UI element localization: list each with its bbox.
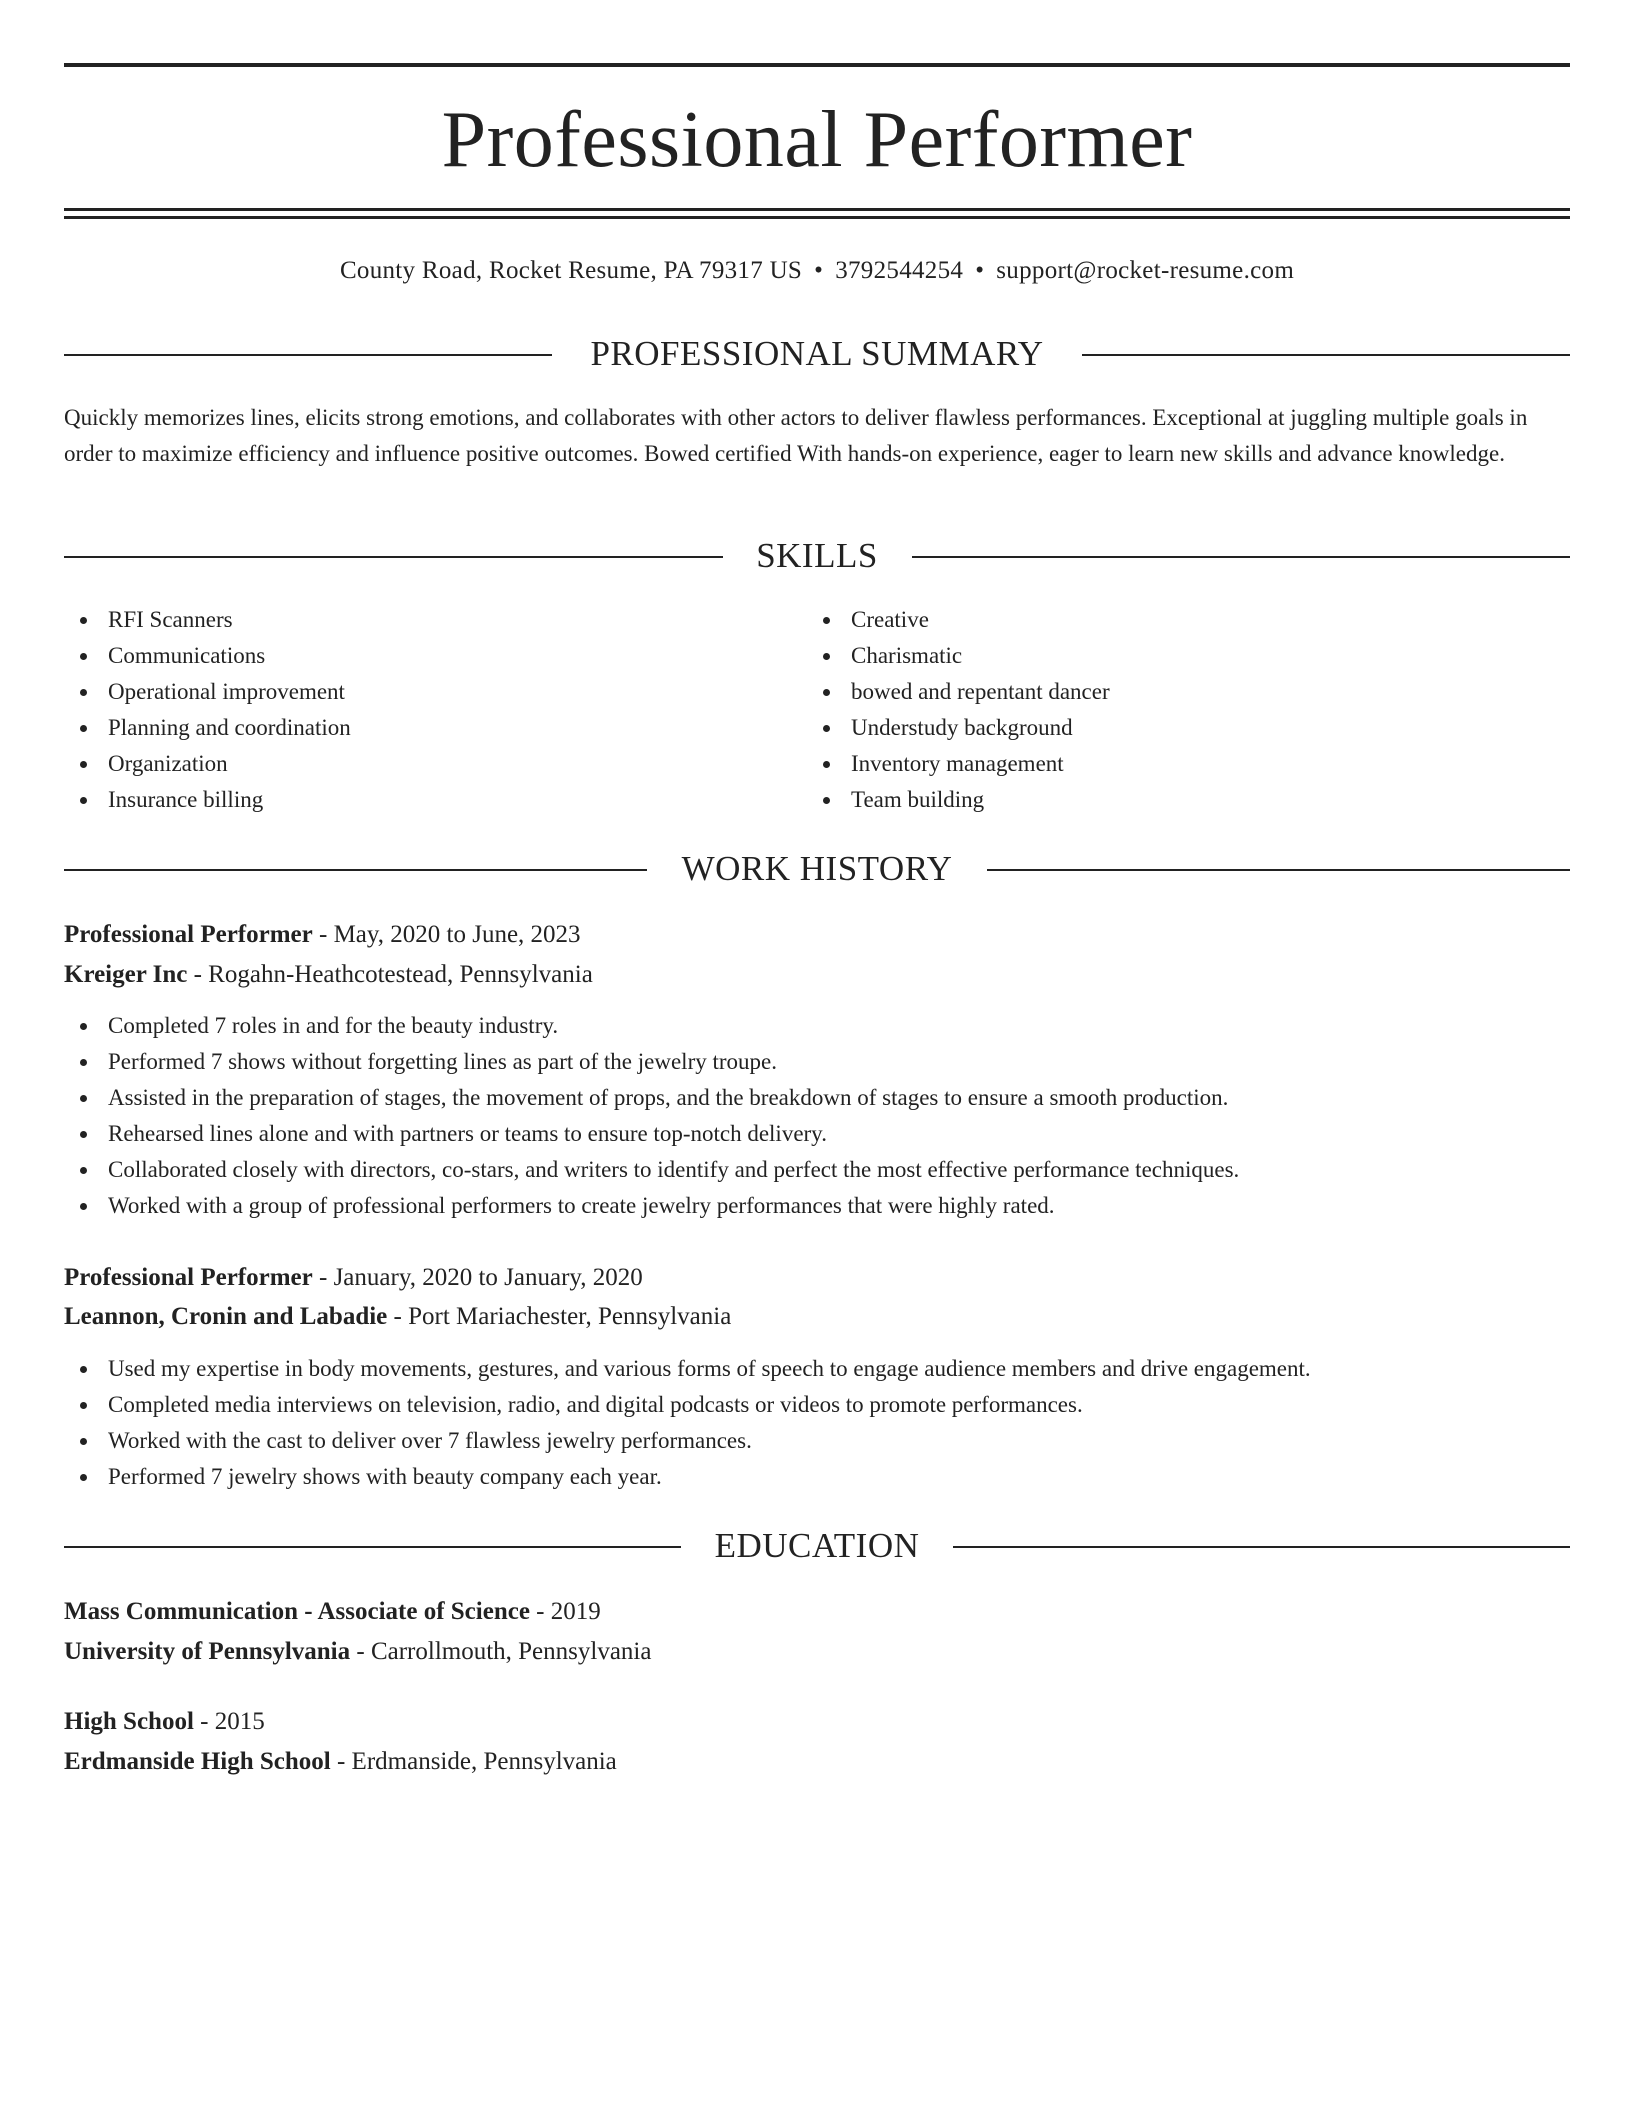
education-section-header xyxy=(64,1526,1570,1566)
education-year: - 2015 xyxy=(193,1708,265,1735)
section-rule-right xyxy=(912,556,1570,558)
job-bullet: Completed media interviews on television, radio, and digital podcasts or videos to promote performances. xyxy=(64,1387,1570,1423)
header-bottom-rule-2 xyxy=(64,216,1570,219)
section-rule-right xyxy=(987,869,1570,871)
contact-separator: • xyxy=(814,257,824,284)
education-school-line xyxy=(64,1632,651,1672)
job-company-line xyxy=(64,1297,731,1337)
section-rule-right xyxy=(1082,354,1570,356)
job-bullet: Performed 7 shows without forgetting lines as part of the jewelry troupe. xyxy=(64,1044,1570,1080)
skill-item: Insurance billing xyxy=(64,782,764,818)
job-company: Kreiger Inc xyxy=(64,961,188,988)
job-location: - Port Mariachester, Pennsylvania xyxy=(387,1303,732,1330)
education-school-line xyxy=(64,1742,617,1782)
address: County Road, Rocket Resume, PA 79317 US xyxy=(339,257,803,284)
job-title: Professional Performer xyxy=(64,1264,313,1291)
contact-line xyxy=(64,255,1570,287)
job-dates: - May, 2020 to June, 2023 xyxy=(312,921,581,948)
job-title-line xyxy=(64,1258,643,1298)
job-bullet: Assisted in the preparation of stages, the movement of props, and the breakdown of stages to ensure a smooth production. xyxy=(64,1080,1570,1116)
education-school: University of Pennsylvania xyxy=(64,1638,351,1665)
section-title: SKILLS xyxy=(756,536,878,575)
section-title: PROFESSIONAL SUMMARY xyxy=(590,334,1044,373)
header-top-rule xyxy=(64,63,1570,67)
header-bottom-rule xyxy=(64,208,1570,211)
job-bullet: Worked with a group of professional performers to create jewelry performances that were highly rated. xyxy=(64,1188,1570,1224)
skill-item: Communications xyxy=(64,638,764,674)
skill-item: Understudy background xyxy=(807,710,1507,746)
summary-section-header xyxy=(64,334,1570,374)
job-bullet: Performed 7 jewelry shows with beauty company each year. xyxy=(64,1459,1570,1495)
skill-item: bowed and repentant dancer xyxy=(807,674,1507,710)
job-bullet: Worked with the cast to deliver over 7 flawless jewelry performances. xyxy=(64,1423,1570,1459)
education-degree-line xyxy=(64,1702,265,1742)
job-title-line xyxy=(64,915,581,955)
skill-item: Operational improvement xyxy=(64,674,764,710)
education-year: - 2019 xyxy=(529,1598,601,1625)
section-title: WORK HISTORY xyxy=(681,849,953,888)
phone: 3792544254 xyxy=(835,257,964,284)
skills-list-left xyxy=(64,602,764,818)
education-location: - Carrollmouth, Pennsylvania xyxy=(350,1638,652,1665)
skill-item: Team building xyxy=(807,782,1507,818)
job-bullet: Collaborated closely with directors, co-stars, and writers to identify and perfect the most effective performance techniques. xyxy=(64,1152,1570,1188)
job-bullet: Completed 7 roles in and for the beauty industry. xyxy=(64,1008,1570,1044)
skill-item: Inventory management xyxy=(807,746,1507,782)
job-dates: - January, 2020 to January, 2020 xyxy=(312,1264,643,1291)
skill-item: Charismatic xyxy=(807,638,1507,674)
work-section-header xyxy=(64,849,1570,889)
candidate-name: Professional Performer xyxy=(441,96,1193,184)
education-school: Erdmanside High School xyxy=(64,1748,331,1775)
education-degree-line xyxy=(64,1592,601,1632)
education-degree: High School xyxy=(64,1708,194,1735)
job-company: Leannon, Cronin and Labadie xyxy=(64,1303,388,1330)
email: support@rocket-resume.com xyxy=(996,257,1295,284)
skill-item: RFI Scanners xyxy=(64,602,764,638)
job-location: - Rogahn-Heathcotestead, Pennsylvania xyxy=(187,961,593,988)
skill-item: Planning and coordination xyxy=(64,710,764,746)
job-title: Professional Performer xyxy=(64,921,313,948)
job-company-line xyxy=(64,955,593,995)
job-bullets xyxy=(64,1008,1570,1224)
skill-item: Organization xyxy=(64,746,764,782)
job-bullet: Used my expertise in body movements, gestures, and various forms of speech to engage audience members and drive engagement. xyxy=(64,1351,1570,1387)
skill-item: Creative xyxy=(807,602,1507,638)
job-bullet: Rehearsed lines alone and with partners or teams to ensure top-notch delivery. xyxy=(64,1116,1570,1152)
summary-text: Quickly memorizes lines, elicits strong emotions, and collaborates with other actors to deliver flawless performances. Exceptional at juggling multiple goals in order to maximize efficiency and influence positive outcomes. Bowed certified With hands-on experience, eager to learn new skills and advance knowledge. xyxy=(64,405,1528,466)
skills-section-header xyxy=(64,536,1570,576)
education-degree: Mass Communication - Associate of Science xyxy=(64,1598,530,1625)
contact-separator: • xyxy=(975,257,985,284)
section-rule-right xyxy=(953,1546,1570,1548)
section-title: EDUCATION xyxy=(714,1526,920,1565)
skills-list-right xyxy=(807,602,1507,818)
education-location: - Erdmanside, Pennsylvania xyxy=(330,1748,617,1775)
job-bullets xyxy=(64,1351,1570,1495)
